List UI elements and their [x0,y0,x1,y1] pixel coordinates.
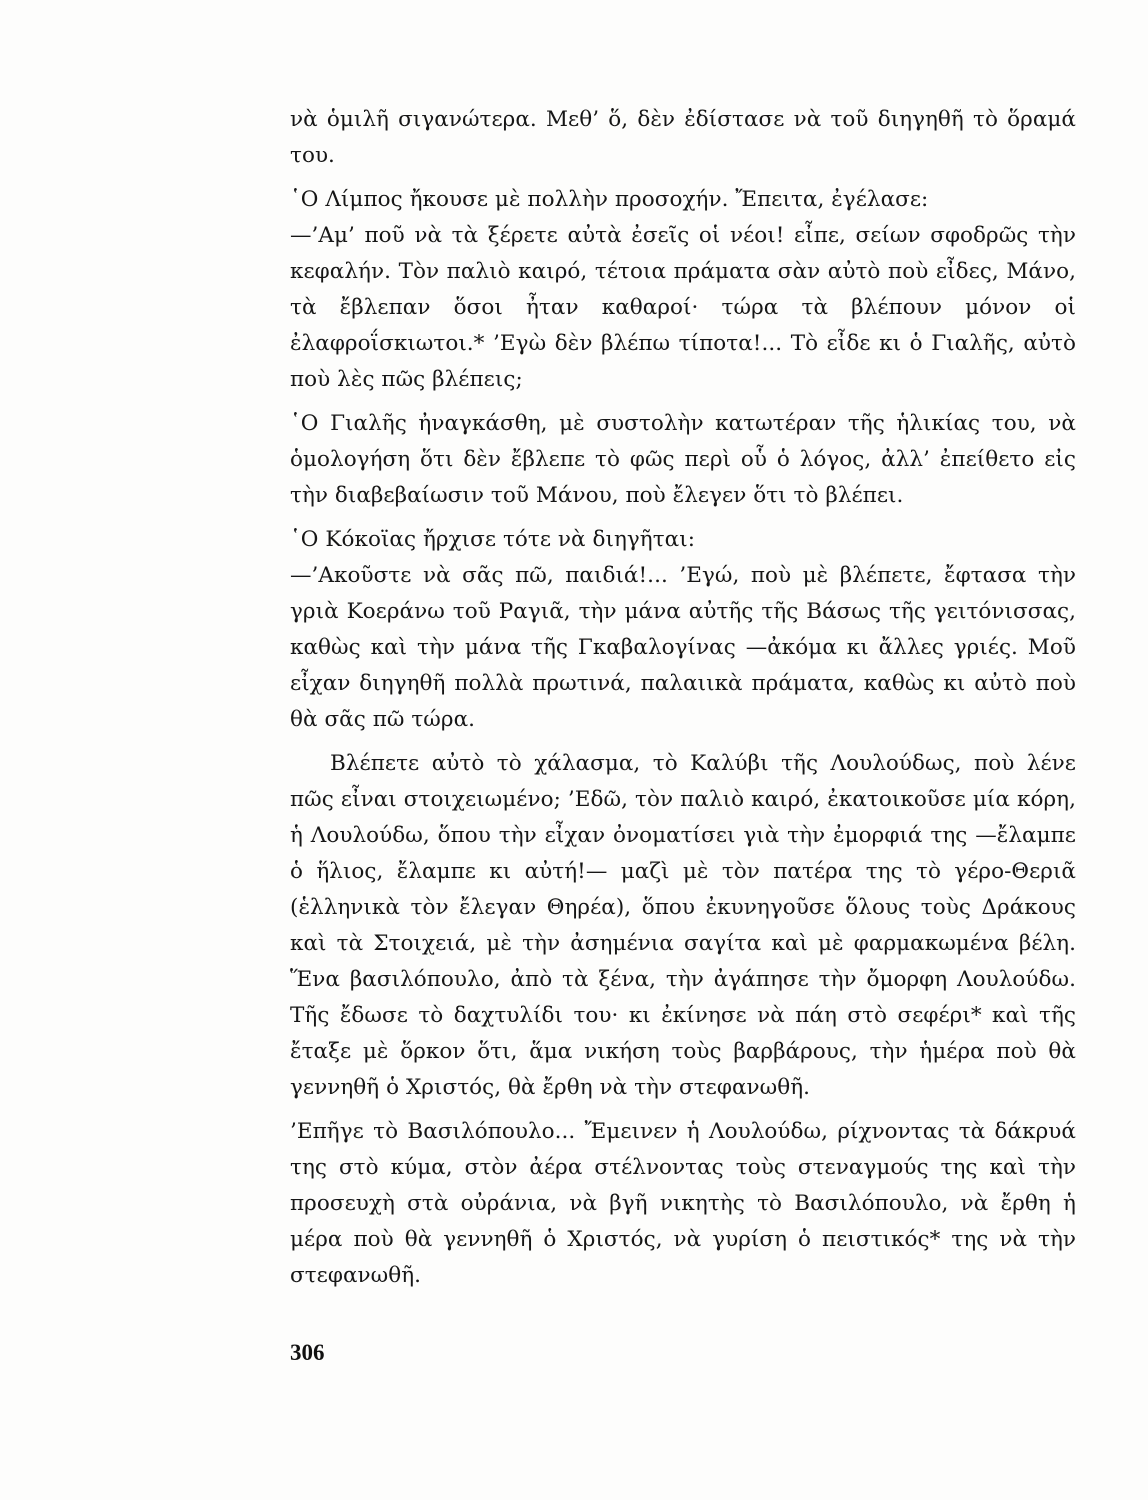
paragraph-3: —’Αμ’ ποῦ νὰ τὰ ξέρετε αὐτὰ ἐσεῖς οἱ νέοι! εἶπε, σείων σφοδρῶς τὴν κεφαλήν. Τὸν παλιὸ καιρό, τέτοια πράματα σὰν αὐτὸ ποὺ εἶδες, Μάνο, τὰ ἔβλεπαν ὅσοι ἦταν καθαροί· τώρα τὰ βλέπουν μόνον οἱ ἐλαφροΐσκιωτοι.* ’Εγὼ δὲν βλέπω τίποτα!... Τὸ εἶδε κι ὁ Γιαλῆς, αὐτὸ ποὺ λὲς πῶς βλέπεις; [290,223,1076,392]
page-number: 306 [290,1340,325,1365]
paragraph-7: Βλέπετε αὐτὸ τὸ χάλασμα, τὸ Καλύβι τῆς Λουλούδως, ποὺ λένε πῶς εἶναι στοιχειωμένο; ’Εδῶ, τὸν παλιὸ καιρό, ἐκατοικοῦσε μία κόρη, ἡ Λουλούδω, ὅπου τὴν εἶχαν ὀνοματίσει γιὰ τὴν ἐμορφιά της —ἔλαμπε ὁ ἥλιος, ἔλαμπε κι αὐτή!— μαζὶ μὲ τὸν πατέρα της τὸ γέρο-Θεριᾶ (ἑλληνικὰ τὸν ἔλεγαν Θηρέα), ὅπου ἐκυνηγοῦσε ὅλους τοὺς Δράκους καὶ τὰ Στοιχειά, μὲ τὴν ἀσημένια σαγίτα καὶ μὲ φαρμακωμένα βέλη. Ἕνα βασιλόπουλο, ἀπὸ τὰ ξένα, τὴν ἀγάπησε τὴν ὄμορφη Λουλούδω. Τῆς ἔδωσε τὸ δαχτυλίδι του· κι ἐκίνησε νὰ πάη στὸ σεφέρι* καὶ τῆς ἔταξε μὲ ὅρκον ὅτι, ἅμα νικήση τοὺς βαρβάρους, τὴν ἡμέρα ποὺ θὰ γεννηθῆ ὁ Χριστός, θὰ ἔρθη νὰ τὴν στεφανωθῆ. [290,751,1076,1100]
paragraph-5: ῾Ο Κόκοϊας ἤρχισε τότε νὰ διηγῆται: [290,527,696,552]
paragraph-8: ’Επῆγε τὸ Βασιλόπουλο... Ἔμεινεν ἡ Λουλούδω, ρίχνοντας τὰ δάκρυά της στὸ κύμα, στὸν ἀέρα στέλνοντας τοὺς στεναγμούς της καὶ τὴν προσευχὴ στὰ οὐράνια, νὰ βγῆ νικητὴς τὸ Βασιλόπουλο, νὰ ἔρθη ἡ μέρα ποὺ θὰ γεννηθῆ ὁ Χριστός, νὰ γυρίση ὁ πειστικός* της νὰ τὴν στεφανωθῆ. [290,1119,1076,1288]
paragraph-4: ῾Ο Γιαλῆς ἠναγκάσθη, μὲ συστολὴν κατωτέραν τῆς ἡλικίας του, νὰ ὁμολογήση ὅτι δὲν ἔβλεπε τὸ φῶς περὶ οὗ ὁ λόγος, ἀλλ’ ἐπείθετο εἰς τὴν διαβεβαίωσιν τοῦ Μάνου, ποὺ ἔλεγεν ὅτι τὸ βλέπει. [290,411,1076,508]
paragraph-1: νὰ ὁμιλῆ σιγανώτερα. Μεθ’ ὅ, δὲν ἐδίστασε νὰ τοῦ διηγηθῆ τὸ ὅραμά του. [290,107,1076,168]
paragraph-6: —’Ακοῦστε νὰ σᾶς πῶ, παιδιά!... ’Εγώ, ποὺ μὲ βλέπετε, ἔφτασα τὴν γριὰ Κοεράνω τοῦ Ραγιᾶ, τὴν μάνα αὐτῆς τῆς Βάσως τῆς γειτόνισσας, καθὼς καὶ τὴν μάνα τῆς Γκαβαλογίνας —ἀκόμα κι ἄλλες γριές. Μοῦ εἶχαν διηγηθῆ πολλὰ πρωτινά, παλαιικὰ πράματα, καθὼς κι αὐτὸ ποὺ θὰ σᾶς πῶ τώρα. [290,563,1076,732]
paragraph-2: ῾Ο Λίμπος ἤκουσε μὲ πολλὴν προσοχήν. Ἔπειτα, ἐγέλασε: [290,187,929,212]
body-text [290,102,1076,1294]
